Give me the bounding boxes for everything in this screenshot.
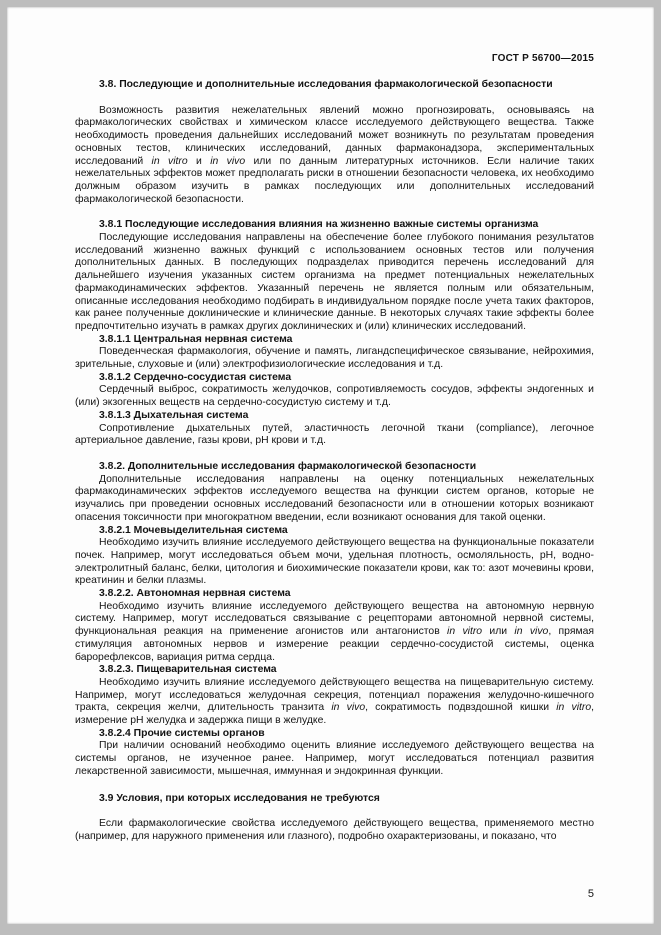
standard-number: ГОСТ Р 56700—2015 <box>491 53 594 64</box>
italic-text-run: in vitro <box>151 155 188 167</box>
heading-major <box>75 79 594 92</box>
text-run: 3.8.2.4 Прочие системы органов <box>99 727 265 739</box>
text-run: 3.8.1.3 Дыхательная система <box>99 409 249 421</box>
document-body <box>75 79 594 880</box>
text-run: или <box>482 626 515 638</box>
paragraph <box>75 474 594 525</box>
text-run: 3.8.1.2 Сердечно-сосудистая система <box>99 371 292 383</box>
text-run: или по данным литературных источников. Если наличие таких нежелательных эффектов может предполагать риски в отношении безопасности человека, их необходимо должным образом изучить в рамках последующих или дополнительных исследований фармакологической безопасности. <box>75 155 594 205</box>
text-run: , сократимость подвздошной кишки <box>365 702 557 714</box>
paragraph <box>75 537 594 588</box>
italic-text-run: in vitro <box>447 626 483 638</box>
heading-minor <box>75 664 594 677</box>
text-run: , измерение pH желудка и задержка пищи в желудке. <box>75 702 594 727</box>
text-run: 3.8.2. Дополнительные исследования фармакологической безопасности <box>99 460 477 472</box>
italic-text-run: in vitro <box>556 702 592 714</box>
page-number: 5 <box>587 888 594 900</box>
italic-text-run: in vivo <box>514 626 549 638</box>
document-footer <box>75 880 594 900</box>
text-run: 3.8.1.1 Центральная нервная система <box>99 333 293 345</box>
text-run: Необходимо изучить влияние исследуемого действующего вещества на функциональные показатели почек. Например, могут исследоваться объем мочи, удельная плотность, осмоляльность, pH, водно-электролитный баланс, белки, цитология и биохимические показатели крови, как то: азот мочевины крови, креатинин и белки плазмы. <box>75 537 594 587</box>
text-run: Сопротивление дыхательных путей, эластичность легочной ткани (compliance), легочное артериальное давление, газы крови, pH крови и т.д. <box>75 422 594 447</box>
text-run: Сердечный выброс, сократимость желудочков, сопротивляемость сосудов, эффекты эндогенных и (или) экзогенных веществ на сердечно-сосудистую систему и т.д. <box>75 384 594 409</box>
paragraph <box>75 232 594 334</box>
text-run: 3.8.1 Последующие исследования влияния на жизненно важные системы организма <box>99 219 539 231</box>
document-page <box>7 7 654 924</box>
heading-minor <box>75 410 594 423</box>
heading-minor <box>75 728 594 741</box>
paragraph <box>75 346 594 371</box>
heading-minor <box>75 334 594 347</box>
paragraph <box>75 677 594 728</box>
text-run: 3.8.2.1 Мочевыделительная система <box>99 524 288 536</box>
text-run: 3.9 Условия, при которых исследования не требуются <box>99 792 380 804</box>
text-run: 3.8. Последующие и дополнительные исследования фармакологической безопасности <box>99 79 553 90</box>
italic-text-run: in vivo <box>210 155 246 167</box>
paragraph <box>75 384 594 409</box>
text-run: Последующие исследования направлены на обеспечение более глубокого понимания результатов исследований жизненно важных функций с использованием основных тестов или получения дополнительных данных. В последующих подразделах приводится перечень исследований для дальнейшего изучения указанных систем организма на предмет потенциальных нежелательных фармакодинамических эффектов. Указанный перечень не является полным или обязательным, описанные исследования необходимо подбирать в индивидуальном порядке после учета таких факторов, как ранее полученные доклинические и клинические данные. В некоторых случаях такие эффекты более предпочтительно изучать в рамках других доклинических и (или) клинических исследований. <box>75 232 594 332</box>
paragraph <box>75 818 594 843</box>
paragraph <box>75 740 594 778</box>
text-run: При наличии оснований необходимо оценить влияние исследуемого действующего вещества на системы органов, не изученное ранее. Например, могут исследоваться потенциал развития лекарственной зависимости, мышечная, иммунная и эндокринная функции. <box>75 740 594 777</box>
text-run: Поведенческая фармакология, обучение и память, лигандспецифическое связывание, нейрохимия, зрительные, слуховые и (или) электрофизиологические исследования и т.д. <box>75 346 594 371</box>
heading-major <box>75 793 594 806</box>
document-header <box>75 53 594 64</box>
text-run: Дополнительные исследования направлены на оценку потенциальных нежелательных фармакодинамических эффектов исследуемого вещества на функции систем органов, которые не изучались при проведении основных исследований безопасности или в отношении которых возникают опасения токсичности при многократном введении, если возникают основания для такой оценки. <box>75 473 594 523</box>
heading-sub <box>75 219 594 232</box>
heading-minor <box>75 588 594 601</box>
heading-minor <box>75 372 594 385</box>
text-run: Необходимо изучить влияние исследуемого действующего вещества на автономную нервную систему. Например, могут исследоваться связывание с рецепторами автономной нервной системы, функциональная реакция на применение агонистов или антагонистов <box>75 600 594 638</box>
paragraph <box>75 423 594 448</box>
text-run: , прямая стимуляция автономных нервов и измерение реакции сердечно-сосудистой системы, оценка барорефлексов, вариация ритма сердца. <box>75 626 594 663</box>
heading-minor <box>75 525 594 538</box>
text-run: 3.8.2.2. Автономная нервная система <box>99 588 291 600</box>
text-run: Если фармакологические свойства исследуемого действующего вещества, применяемого местно (например, для наружного применения или глазного), подробно охарактеризованы, и показано, что <box>75 818 594 842</box>
text-run: Возможность развития нежелательных явлений можно прогнозировать, основываясь на фармакологических свойствах и химическом классе исследуемого действующего вещества. Также необходимость проведения дальнейших исследований может возникнуть по результатам проведения основных тестов, клинических исследований, данных фармаконадзора, экспериментальных исследований <box>75 104 594 167</box>
paragraph <box>75 601 594 665</box>
paragraph <box>75 105 594 207</box>
heading-sub <box>75 461 594 474</box>
italic-text-run: in vivo <box>331 702 366 714</box>
text-run: Необходимо изучить влияние исследуемого действующего вещества на пищеварительную систему. Например, могут исследоваться желудочная секреция, потенциал поражения желудочно-кишечного тракта, секреция желчи, длительность транзита <box>75 676 594 714</box>
text-run: и <box>187 155 211 167</box>
text-run: 3.8.2.3. Пищеварительная система <box>99 664 277 676</box>
